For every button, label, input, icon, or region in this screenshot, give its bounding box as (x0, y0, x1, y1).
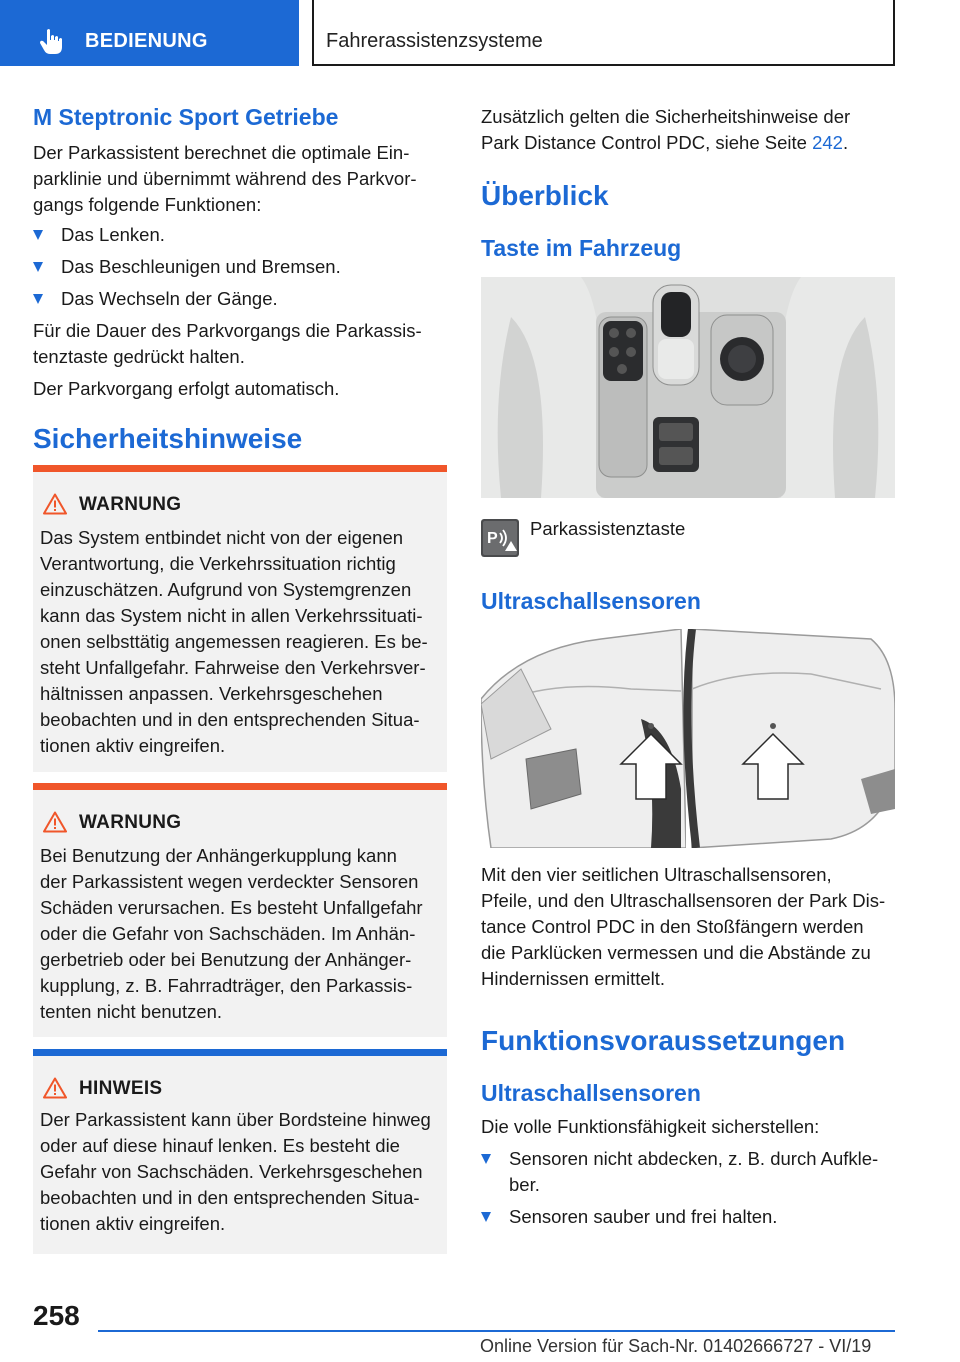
section-tab (0, 0, 299, 66)
list-item: Das Lenken. (33, 222, 447, 248)
warning-triangle-icon (43, 493, 67, 515)
warning-title: WARNUNG (79, 812, 182, 833)
list-item: Das Beschleunigen und Bremsen. (33, 254, 447, 280)
bullet-triangle-icon (481, 1154, 491, 1164)
list-item: Sensoren nicht abdecken, z. B. durch Aufkle- ber. (481, 1146, 895, 1198)
intro-paragraph: Der Parkassistent berechnet die optimale Ein- parklinie und übernimmt während des Parkvor- gangs folgende Funktionen: (33, 142, 417, 215)
footer-divider (98, 1330, 895, 1332)
header-divider (312, 64, 895, 66)
sensors-paragraph: Mit den vier seitlichen Ultraschallsensoren, Pfeile, und den Ultraschallsensoren der Park Dis- tance Control PDC in den Stoßfängern werden die Parklücken vermessen und die Abstände zu Hindernissen ermittelt. (481, 864, 886, 989)
heading-sensors-2: Ultraschallsensoren (481, 1080, 701, 1106)
bullet-triangle-icon (33, 294, 43, 304)
requirements-intro: Die volle Funktionsfähigkeit sicherstellen: (481, 1116, 820, 1137)
warning-box (33, 465, 447, 772)
header-divider (893, 0, 895, 66)
auto-paragraph: Der Parkvorgang erfolgt automatisch. (33, 378, 340, 399)
heading-safety: Sicherheitshinweise (33, 423, 303, 454)
heading-sensors: Ultraschallsensoren (481, 588, 701, 614)
chapter-title: Fahrerassistenzsysteme (326, 30, 543, 52)
hand-pointer-icon (40, 28, 62, 54)
warning-text: Bei Benutzung der Anhängerkupplung kann der Parkassistent wegen verdeckter Sensoren Schäden verursachen. Es besteht Unfallgefahr oder die Gefahr von Sachschäden. Im Anhän- gerbetrieb oder bei Benutzung der Anhänger- kupplung, z. B. Fahrradträger, den Parkassis- tenten nicht benutzen. (40, 845, 423, 1022)
heading-requirements: Funktionsvoraussetzungen (481, 1025, 846, 1056)
ultrasonic-sensors-image (481, 629, 895, 848)
heading-gear: M Steptronic Sport Getriebe (33, 104, 339, 130)
warning-bar (33, 783, 447, 790)
hold-paragraph: Für die Dauer des Parkvorgangs die Parkassis- tenztaste gedrückt halten. (33, 320, 422, 367)
warning-bar (33, 465, 447, 472)
section-title: BEDIENUNG (85, 30, 208, 52)
list-item: Das Wechseln der Gänge. (33, 286, 447, 312)
notice-box (33, 1049, 447, 1254)
button-label: Parkassistenztaste (530, 518, 686, 539)
warning-title: WARNUNG (79, 494, 182, 515)
warning-triangle-icon (43, 1077, 67, 1099)
notice-bar (33, 1049, 447, 1056)
warning-text: Das System entbindet nicht von der eigenen Verantwortung, die Verkehrssituation richtig einzuschätzen. Aufgrund von Systemgrenzen kann das System nicht in allen Verkehrssituati- onen selbsttätig angemessen reagieren. Es be- steht Unfallgefahr. Fahrweise den Verkehrsver- hältnissen anpassen. Verkehrsgeschehen beobachten und in den entsprechenden Situa- tionen aktiv eingreifen. (40, 527, 428, 756)
heading-overview: Überblick (481, 180, 609, 211)
center-console-image (481, 277, 895, 498)
notice-text: Der Parkassistent kann über Bordsteine hinweg oder auf diese hinauf lenken. Es besteht die Gefahr von Sachschäden. Verkehrsgeschehen beobachten und in den entsprechenden Situa- tionen aktiv eingreifen. (40, 1109, 431, 1234)
bullet-triangle-icon (33, 230, 43, 240)
page-number: 258 (33, 1300, 80, 1331)
notice-title: HINWEIS (79, 1078, 163, 1099)
page-link[interactable]: 242 (812, 132, 843, 153)
footer-version: Online Version für Sach-Nr. 01402666727 - VI/19 (480, 1336, 872, 1356)
svg-text:P: P (487, 530, 498, 547)
warning-triangle-icon (43, 811, 67, 833)
parking-assistant-button-icon (481, 519, 519, 557)
bullet-triangle-icon (481, 1212, 491, 1222)
pdc-paragraph: Zusätzlich gelten die Sicherheitshinweise der Park Distance Control PDC, siehe Seite 242. (481, 106, 851, 153)
bullet-triangle-icon (33, 262, 43, 272)
list-item: Sensoren sauber und frei halten. (481, 1204, 895, 1230)
heading-button: Taste im Fahrzeug (481, 235, 682, 261)
warning-box (33, 783, 447, 1037)
header-divider (312, 0, 314, 66)
